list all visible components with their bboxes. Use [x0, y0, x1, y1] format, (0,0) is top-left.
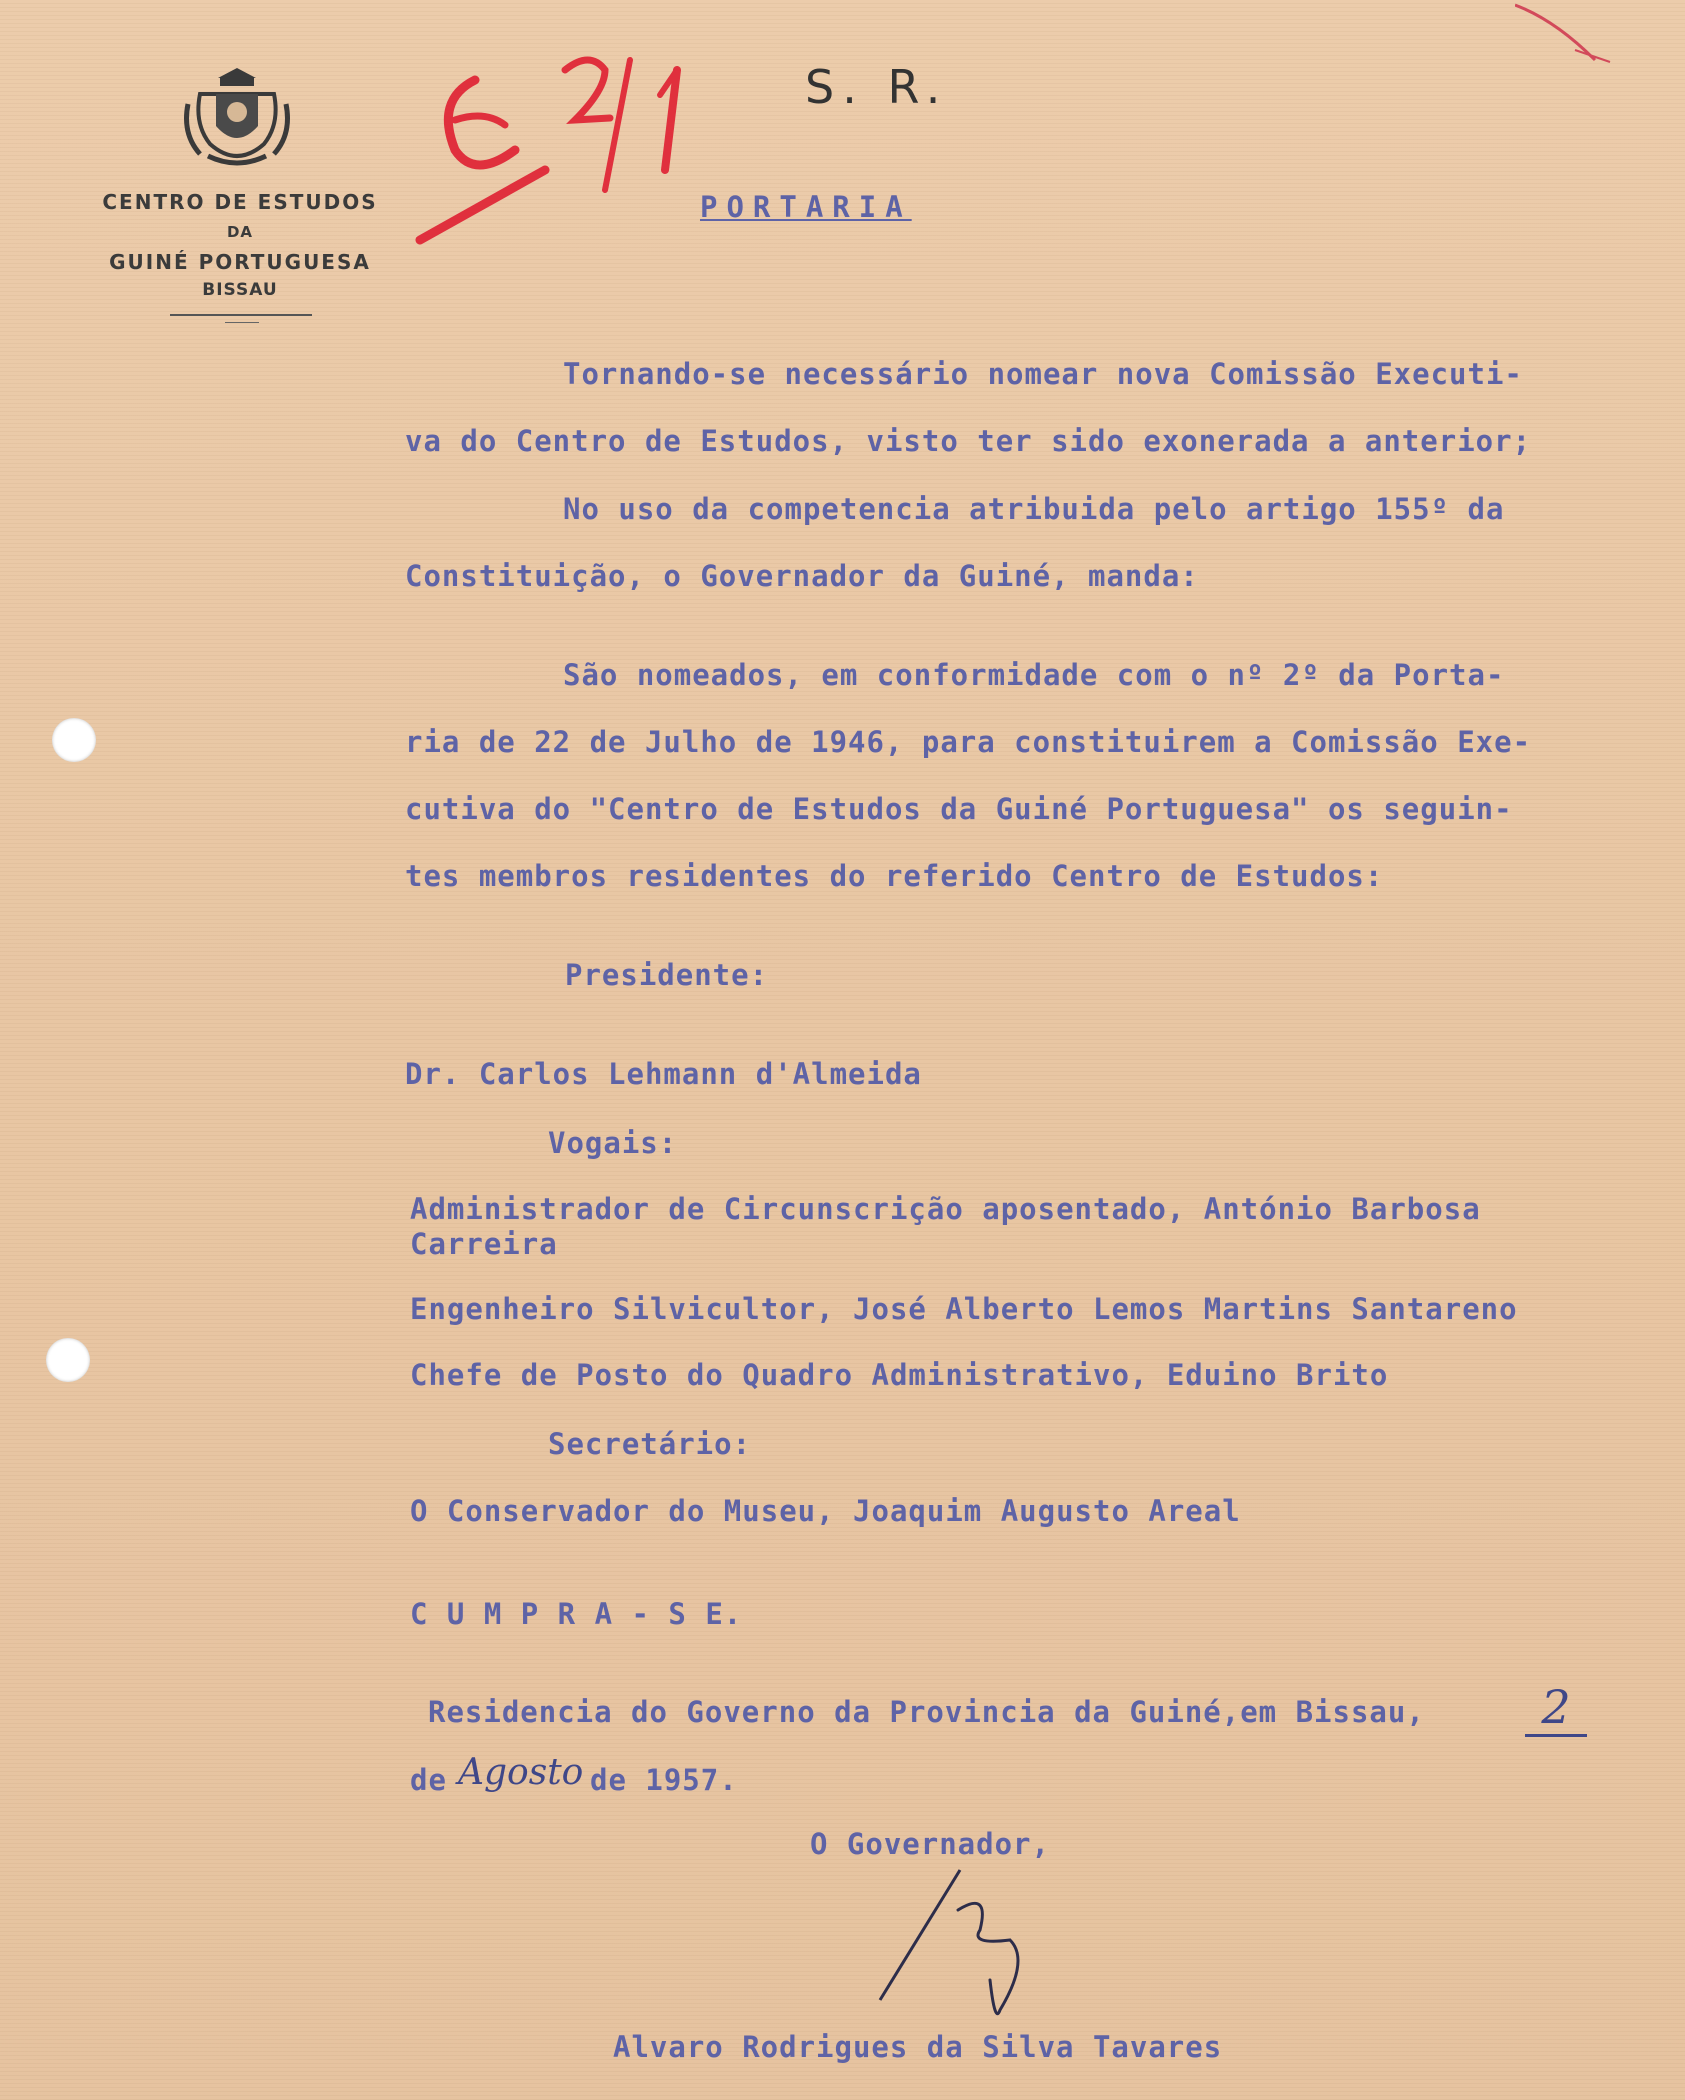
p3-line-3: cutiva do "Centro de Estudos da Guiné Portuguesa" os seguin-	[405, 792, 1513, 826]
sr-heading: S. R.	[805, 60, 949, 114]
closing-line-1: Residencia do Governo da Provincia da Guiné,em Bissau,	[428, 1695, 1425, 1729]
letterhead-rule	[170, 314, 312, 316]
closing-line-2-pre: de	[410, 1763, 447, 1797]
p2-line-2: Constituição, o Governador da Guiné, manda:	[405, 559, 1199, 593]
closing-day-handwritten: 2	[1525, 1680, 1587, 1737]
closing-month-handwritten: Agosto	[458, 1752, 584, 1793]
p1-line-2: va do Centro de Estudos, visto ter sido exonerada a anterior;	[405, 424, 1532, 458]
p3-line-1: São nomeados, em conformidade com o nº 2º da Porta-	[563, 658, 1505, 692]
letterhead-line-4: BISSAU	[202, 280, 278, 300]
president-name: Dr. Carlos Lehmann d'Almeida	[405, 1057, 922, 1091]
letterhead-line-3: GUINÉ PORTUGUESA	[109, 250, 371, 274]
secretario-label: Secretário:	[548, 1427, 752, 1461]
vogal-2: Engenheiro Silvicultor, José Alberto Lemos Martins Santareno	[410, 1292, 1518, 1326]
document-title: PORTARIA	[700, 190, 912, 224]
president-label: Presidente:	[565, 958, 769, 992]
cumpra-se: C U M P R A - S E.	[410, 1597, 743, 1631]
p3-line-2: ria de 22 de Julho de 1946, para constituirem a Comissão Exe-	[405, 725, 1532, 759]
letterhead-line-2: DA	[226, 223, 254, 241]
governor-name: Alvaro Rodrigues da Silva Tavares	[613, 2030, 1223, 2064]
governor-signature-icon	[860, 1850, 1060, 2030]
corner-red-scribble-icon	[1515, 0, 1615, 70]
vogal-1-line-1: Administrador de Circunscrição aposentado, António Barbosa	[410, 1192, 1481, 1226]
coat-of-arms-icon	[180, 64, 294, 172]
letterhead-rule-short	[225, 322, 259, 323]
p2-line-1: No uso da competencia atribuida pelo artigo 155º da	[563, 492, 1505, 526]
vogal-1-line-2: Carreira	[410, 1227, 558, 1261]
governor-label: O Governador,	[810, 1827, 1050, 1861]
closing-line-2-post: de 1957.	[590, 1763, 738, 1797]
vogais-label: Vogais:	[548, 1126, 678, 1160]
punch-hole-top	[52, 718, 96, 762]
letterhead-line-1: CENTRO DE ESTUDOS	[102, 190, 378, 214]
vogal-3: Chefe de Posto do Quadro Administrativo, Eduino Brito	[410, 1358, 1389, 1392]
red-pencil-annotation-icon	[415, 40, 715, 250]
punch-hole-bottom	[46, 1338, 90, 1382]
secretario-name: O Conservador do Museu, Joaquim Augusto Areal	[410, 1494, 1241, 1528]
p3-line-4: tes membros residentes do referido Centro de Estudos:	[405, 859, 1384, 893]
p1-line-1: Tornando-se necessário nomear nova Comissão Executi-	[563, 357, 1523, 391]
